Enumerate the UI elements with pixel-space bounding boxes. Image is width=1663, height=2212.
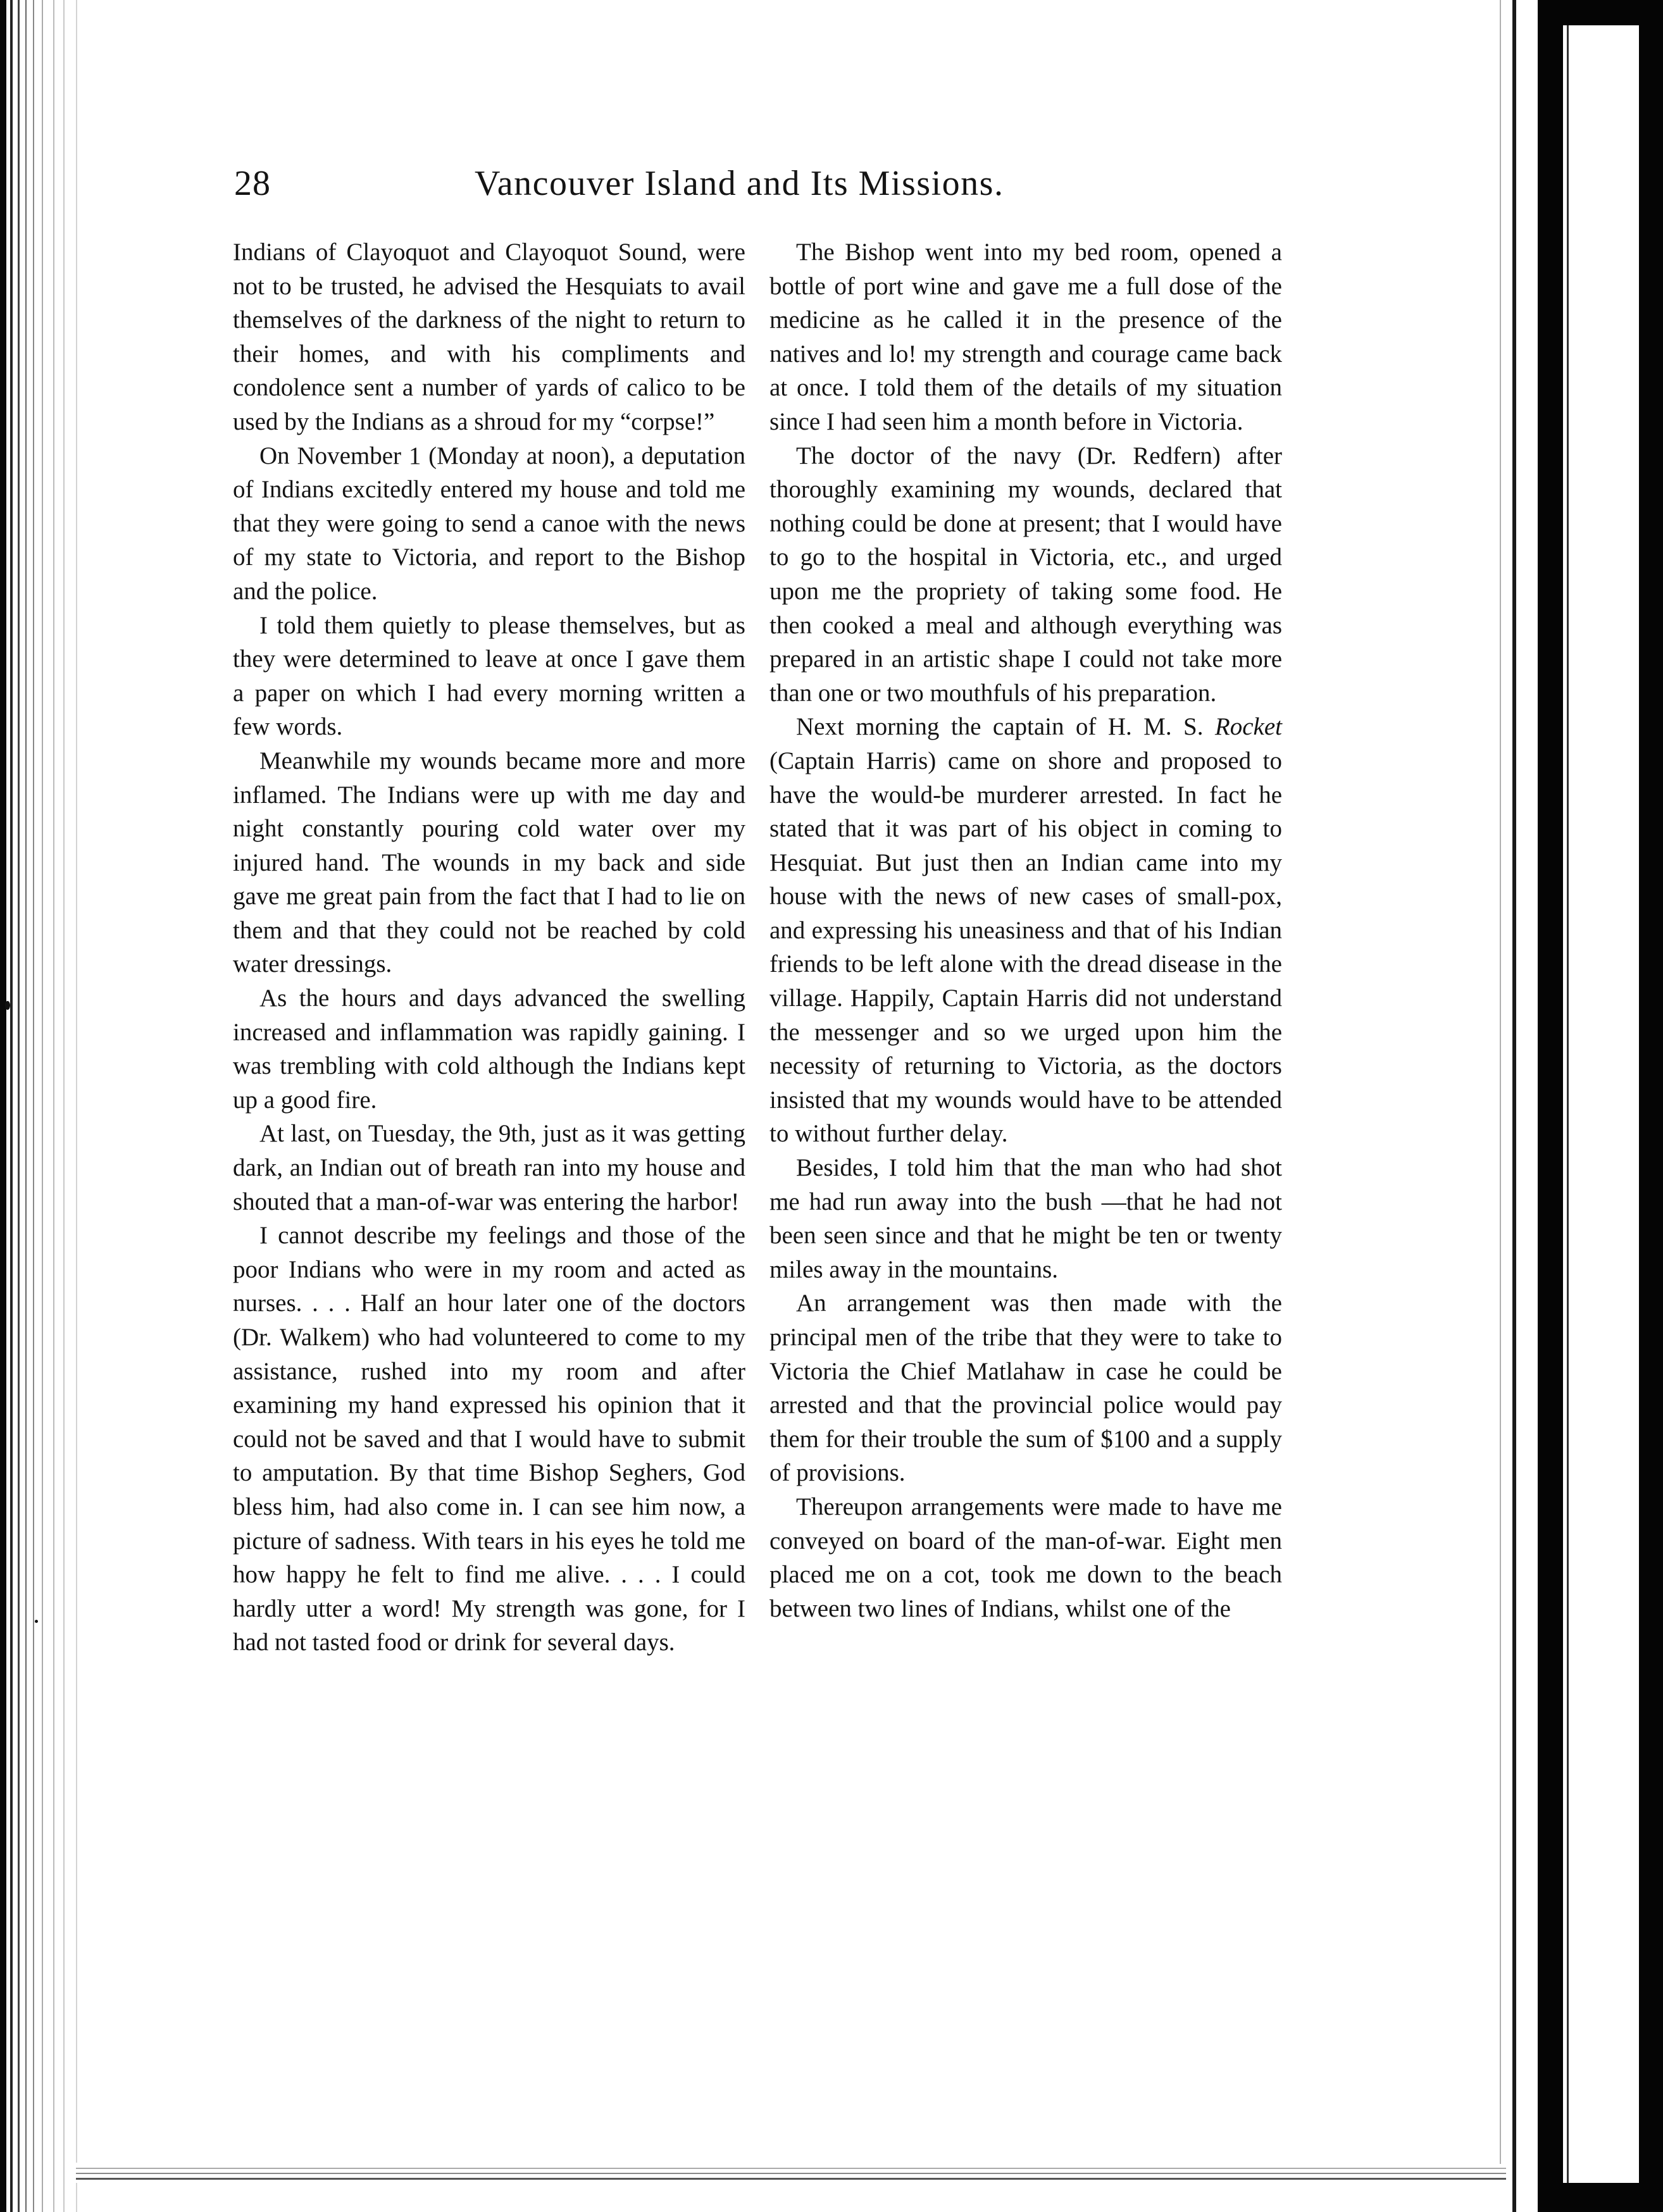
paragraph: At last, on Tuesday, the 9th, just as it was getting dark, an Indian out of breath ran into my house and shouted that a man-of-war was entering the harbor!	[233, 1120, 745, 1215]
paragraph-lead: Next morning the captain of H. M. S.	[796, 713, 1215, 741]
paragraph: The doctor of the navy (Dr. Redfern) after thoroughly examining my wounds, declared that nothing could be done at present; that I would have to go to the hospital in Victoria, etc., and urged upon me the propriety of taking some food. He then cooked a meal and although everything was prepared in an artistic shape I could not take more than one or two mouthfuls of his preparation.	[769, 442, 1282, 707]
scan-speck	[5, 1001, 10, 1010]
paragraph: The Bishop went into my bed room, opened a bottle of port wine and gave me a full dose of the medicine as he called it in the presence of the natives and lo! my strength and courage came back at once. I told them of the details of my situation since I had seen him a month before in Victoria.	[769, 239, 1282, 435]
running-title: Vancouver Island and Its Missions.	[475, 164, 1004, 203]
page-bottom-edge	[76, 2163, 1506, 2183]
paragraph: As the hours and days advanced the swelling increased and inflammation was rapidly gaining. I was trembling with cold although the Indians kept up a good fire.	[233, 985, 745, 1114]
paragraph: Besides, I told him that the man who had shot me had run away into the bush —that he had not been seen since and that he might be ten or twenty miles away in the mountains.	[769, 1154, 1282, 1283]
left-text-column	[233, 235, 745, 1660]
facing-page-edge	[1563, 25, 1639, 2183]
paragraph-rest: (Captain Harris) came on shore and proposed to have the would-be murderer arrested. In fact he stated that it was part of his object in coming to Hesquiat. But just then an Indian came into my house with the news of new cases of small-pox, and expressing his uneasiness and that of his Indian friends to be left alone with the dread disease in the village. Happily, Captain Harris did not understand the messenger and so we urged upon him the necessity of returning to Victoria, as the doctors insisted that my wounds would have to be attended to without further delay.	[769, 747, 1282, 1148]
paragraph: On November 1 (Monday at noon), a deputation of Indians excitedly entered my house and told me that they were going to send a canoe with the news of my state to Victoria, and report to the Bishop and the police.	[233, 442, 745, 605]
right-text-column	[769, 235, 1282, 1625]
scan-speck	[35, 1620, 38, 1623]
paragraph	[769, 710, 1282, 1151]
page-right-edge-line	[1500, 0, 1501, 2164]
book-binding-edge	[0, 0, 101, 2212]
paragraph: An arrangement was then made with the principal men of the tribe that they were to take to Victoria the Chief Matlahaw in case he could be arrested and that the provincial police would pay them for their trouble the sum of $100 and a supply of provisions.	[769, 1289, 1282, 1487]
paragraph: I told them quietly to please themselves, but as they were determined to leave at once I gave them a paper on which I had every morning written a few words.	[233, 611, 745, 741]
page-number: 28	[234, 164, 271, 203]
running-header	[234, 163, 1291, 214]
page-right-border	[1512, 0, 1516, 2212]
paragraph: Indians of Clayoquot and Clayoquot Sound, were not to be trusted, he advised the Hesquiats to avail themselves of the darkness of the night to return to their homes, and with his compliments and condolence sent a number of yards of calico to be used by the Indians as a shroud for my “corpse!”	[233, 239, 745, 435]
paragraph: Meanwhile my wounds became more and more inflamed. The Indians were up with me day and night constantly pouring cold water over my injured hand. The wounds in my back and side gave me great pain from the fact that I had to lie on them and that they could not be reached by cold water dressings.	[233, 747, 745, 978]
paragraph: I cannot describe my feelings and those of the poor Indians who were in my room and acted as nurses. . . . Half an hour later one of the doctors (Dr. Walkem) who had volunteered to come to my assistance, rushed into my room and after examining my hand expressed his opinion that it could not be saved and that I would have to submit to amputation. By that time Bishop Seghers, God bless him, had also come in. I can see him now, a picture of sadness. With tears in his eyes he told me how happy he felt to find me alive. . . . I could hardly utter a word! My strength was gone, for I had not tasted food or drink for several days.	[233, 1222, 745, 1656]
ship-name: Rocket	[1214, 713, 1282, 741]
paragraph: Thereupon arrangements were made to have me conveyed on board of the man-of-war. Eight men placed me on a cot, took me down to the beach between two lines of Indians, whilst one of the	[769, 1493, 1282, 1622]
